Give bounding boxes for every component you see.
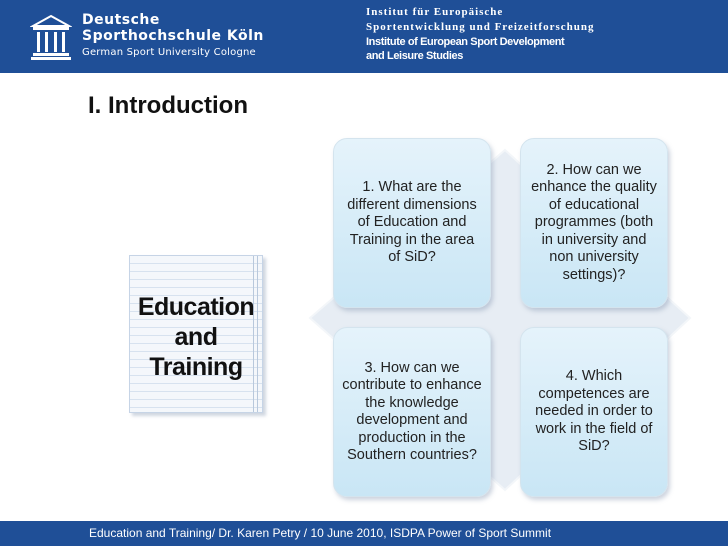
footer-bar [0, 521, 728, 546]
institute-english-line2: and Leisure Studies [366, 50, 463, 62]
question-box-1 [333, 138, 491, 308]
institute-german-line2: Sportentwicklung und Freizeitforschung [366, 21, 595, 33]
university-name-line1: Deutsche [82, 12, 160, 28]
card-label-line1: Education [137, 293, 255, 321]
question-text-2: 2. How can we enhance the quality of educational programmes (both in university and non university settings)? [531, 161, 657, 283]
institute-english-line1: Institute of European Sport Development [366, 36, 565, 48]
card-label-line3: Training [149, 353, 243, 381]
question-text-4: 4. Which competences are needed in order to work in the field of SiD? [535, 368, 653, 455]
footer-text: Education and Training/ Dr. Karen Petry / 10 June 2010, ISDPA Power of Sport Summit [89, 526, 552, 540]
university-name-english: German Sport University Cologne [82, 47, 256, 58]
question-text-1: 1. What are the different dimensions of Education and Training in the area of SiD? [347, 179, 477, 266]
question-box-4 [520, 327, 668, 497]
university-name-line2: Sporthochschule Köln [82, 28, 264, 44]
card-label-line2: and [174, 323, 218, 351]
slide-title: I. Introduction [88, 92, 248, 119]
institute-german-line1: Institut für Europäische [366, 6, 504, 18]
question-text-3: 3. How can we contribute to enhance the knowledge development and production in the Southern countries? [342, 359, 482, 463]
question-box-3 [333, 327, 491, 497]
question-box-2 [520, 138, 668, 308]
